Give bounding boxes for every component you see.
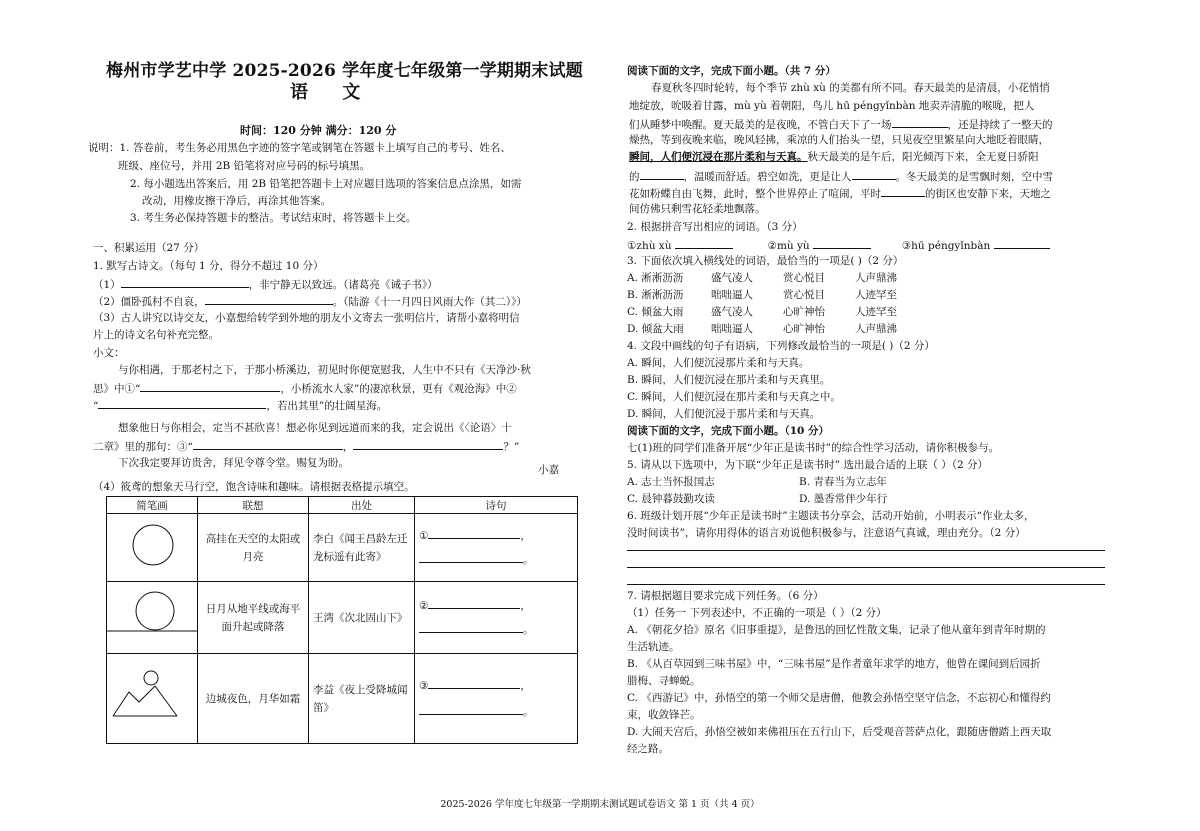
answer-blank[interactable] (353, 438, 503, 450)
option-row: C. 瞬间，人们便沉浸在那片柔和与天真之中。 (627, 391, 841, 403)
option-row: B. 淅淅沥沥 咄咄逼人 赏心悦目 人迹罕至 (627, 289, 897, 301)
mountain-moon-sketch-icon (107, 654, 197, 740)
association-cell: 边城夜色，月华如霜 (198, 654, 309, 744)
question-1-4: （4）筱鸢的想象天马行空，饱含诗味和趣味。请根据表格提示填空。 (93, 481, 415, 493)
association-cell: 日月从地平线或海平面升起或降落 (198, 582, 309, 654)
page-footer: 2025-2026 学年度七年级第一学期期末测试题试卷语文 第 1 页（共 4 页） (440, 799, 760, 810)
answer-blank[interactable] (98, 397, 266, 409)
reading-heading: 阅读下面的文字，完成下面小题。（10 分） (627, 425, 830, 437)
question-1-1: （1） ，非宁静无以致远。（诸葛亮《诫子书》） (93, 276, 438, 292)
question-7-1: （1）任务一 下列表述中，不正确的一项是（ ）（2 分） (627, 607, 887, 619)
poem-cell: ② ， 。 (415, 582, 578, 654)
option-row: A. 淅淅沥沥 盛气凌人 赏心悦目 人声鼎沸 (627, 272, 897, 284)
answer-line[interactable] (627, 584, 1105, 585)
letter-text: 思》中①“ ，小桥流水人家”的凄凉秋景，更有《观沧海》中② (93, 380, 517, 396)
sketch-cell (107, 582, 198, 654)
answer-blank[interactable] (140, 380, 280, 392)
option-line: 束，收敛锋芒。 (627, 709, 701, 721)
letter-greeting: 小文： (93, 347, 125, 359)
answer-blank[interactable] (193, 438, 343, 450)
answer-blank[interactable] (419, 551, 523, 563)
option-row: A. 瞬间，人们便沉浸那片柔和与天真。 (627, 357, 810, 369)
table-row (107, 654, 578, 744)
instruction-line: 2. 每小题选出答案后，用 2B 铅笔把答题卡上对应题目选项的答案信息点涂黑，如需 (130, 178, 522, 190)
answer-line[interactable] (627, 550, 1105, 551)
question-1-2: （2）僵卧孤村不自哀， 。（陆游《十一月四日风雨大作（其二）》） (93, 293, 527, 309)
passage-line: 燥热，等到夜晚来临，晚风轻拂，乘凉的人们抬头一望，只见夜空里繁星向大地眨着眼睛， (629, 134, 1049, 146)
question-6: 6. 班级计划开展“少年正是读书时”主题读书分享会，活动开始前，小明表示“作业太多， (627, 510, 1035, 522)
question-2-blanks: ①zhù xù ②mù yù ③hū péngyǐnbàn (627, 237, 1107, 253)
question-4: 4. 文段中画线的句子有语病，下列修改最恰当的一项是( )（2 分） (627, 340, 935, 352)
option-line: B. 《从百草园到三味书屋》中，“三味书屋”是作者童年求学的地方，他曾在课间到后园折 (627, 658, 1041, 670)
option-row: C. 倾盆大雨 盛气凌人 心旷神怡 人迹罕至 (627, 306, 897, 318)
sketch-cell (107, 514, 198, 582)
option-line: 腊梅、寻蝉蜕。 (627, 675, 701, 687)
passage-line: 地绽放，吮吸着甘露，mù yù 着朝阳，鸟儿 hū péngyǐnbàn 地卖弄清脆的喉咙，把人 (629, 100, 1035, 112)
option-row: D. 倾盆大雨 咄咄逼人 心旷神怡 人声鼎沸 (627, 323, 897, 335)
option-line: C. 《西游记》中，孙悟空的第一个师父是唐僧，他教会孙悟空坚守信念，不忘初心和懂得约 (627, 692, 1051, 704)
sketch-cell (107, 654, 198, 744)
option-line: 生活轨迹。 (627, 641, 680, 653)
question-5: 5. 请从以下选项中，为下联“少年正是读书时” 选出最合适的上联（ ）（2 分） (627, 459, 989, 471)
question-1-3-cont: 片上的诗文名句补充完整。 (93, 329, 219, 341)
table-header: 诗句 (415, 497, 578, 514)
source-cell: 李白《闻王昌龄左迁龙标遥有此寄》 (309, 514, 415, 582)
table-row (107, 582, 578, 654)
passage-line: 们从睡梦中唤醒。夏天最美的是夜晚，不管白天下了一场 ，还是持续了一整天的 (629, 116, 1053, 132)
letter-text: 二章》里的那句：③“ ， ？” (93, 438, 519, 454)
passage-line: 的 ，温暖而舒适。碧空如洗，更是让人 。冬天最美的是雪飘时刻，空中雪 (629, 168, 1053, 184)
option-line: 经之路。 (627, 743, 669, 755)
reading-heading: 阅读下面的文字，完成下面小题。（共 7 分） (627, 65, 836, 77)
activity-intro: 七(1)班的同学们准备开展“少年正是读书时”的综合性学习活动，请你积极参与。 (627, 442, 1000, 454)
answer-blank[interactable] (994, 237, 1050, 249)
instruction-line: 3. 考生务必保持答题卡的整洁。考试结束时，将答题卡上交。 (130, 212, 417, 224)
letter-signature: 小嘉 (538, 464, 559, 476)
passage-line: 间仿佛只剩雪花轻柔地飘落。 (629, 203, 766, 215)
answer-blank[interactable] (852, 168, 896, 180)
answer-blank[interactable] (892, 116, 948, 128)
source-cell: 李益《夜上受降城闻笛》 (309, 654, 415, 744)
option-line: A. 《朝花夕拾》原名《旧事重提》，是鲁迅的回忆性散文集，记录了他从童年到青年时期的 (627, 624, 1046, 636)
exam-title: 梅州市学艺中学 2025-2026 学年度七年级第一学期期末试题 (106, 61, 583, 81)
table-header: 联想 (198, 497, 309, 514)
circle-sketch-icon (107, 514, 197, 578)
question-6-cont: 没时间读书”，请你用得体的语言劝说他积极参与，注意语气真诚，理由充分。（2 分） (627, 527, 1026, 539)
table-row (107, 514, 578, 582)
answer-blank[interactable] (675, 237, 733, 249)
question-1-3: （3）古人讲究以诗交友，小嘉想给转学到外地的朋友小文寄去一张明信片，请帮小嘉将明信 (93, 312, 520, 324)
answer-blank[interactable] (428, 677, 520, 689)
answer-blank[interactable] (419, 703, 523, 715)
question-1: 1. 默写古诗文。（每句 1 分，得分不超过 10 分） (93, 260, 324, 272)
answer-blank[interactable] (881, 185, 925, 197)
question-7: 7. 请根据题目要求完成下列任务。（6 分） (627, 590, 824, 602)
answer-blank[interactable] (428, 597, 520, 609)
letter-text: 想象他日与你相会，定当不甚欣喜！想必你见到远道而来的我，定会说出《〈论语〉十 (118, 422, 512, 434)
option-row: B. 瞬间，人们便沉浸在那片柔和与天真里。 (627, 374, 831, 386)
answer-blank[interactable] (640, 168, 684, 180)
table-header: 简笔画 (107, 497, 198, 514)
letter-text: 下次我定要拜访贵舍，拜见令尊令堂。赐复为盼。 (118, 457, 349, 469)
subject-title: 语 文 (290, 82, 375, 103)
option-row: A. 志士当怀报国志 B. 青春当为立志年 (627, 476, 887, 488)
underlined-sentence: 瞬间，人们便沉浸在那片柔和与天真。 (629, 151, 808, 163)
sunrise-sketch-icon (107, 582, 197, 650)
poem-cell: ③ ， 。 (415, 654, 578, 744)
question-2: 2. 根据拼音写出相应的词语。（3 分） (627, 221, 803, 233)
option-row: D. 瞬间，人们便沉浸于那片柔和与天真。 (627, 408, 821, 420)
passage-line: 春夏秋冬四时轮转，每个季节 zhù xù 的美都有所不同。春天最美的是清晨，小花悄悄 (651, 82, 1050, 94)
option-row: C. 晨钟暮鼓勤攻读 D. 墨香常伴少年行 (627, 493, 888, 505)
poem-cell: ① ， 。 (415, 514, 578, 582)
letter-text: “ ，若出其里”的壮阔星海。 (93, 397, 387, 413)
question-3: 3. 下面依次填入横线处的词语，最恰当的一项是( )（2 分） (627, 255, 904, 267)
passage-line: 花如粉蝶自由飞舞，此时，整个世界停止了喧闹，平时 的街区也安静下来，天地之 (629, 185, 1051, 201)
letter-text: 与你相遇，于那老村之下，于那小桥溪边，初见时你便宽慰我，人生中不只有《天净沙·秋 (118, 364, 531, 376)
table-header: 出处 (309, 497, 415, 514)
poem-table (106, 496, 578, 744)
option-line: D. 大闹天宫后，孙悟空被如来佛祖压在五行山下，后受观音菩萨点化，跟随唐僧踏上西天取 (627, 726, 1052, 738)
answer-blank[interactable] (428, 527, 520, 539)
time-info: 时间：120 分钟 满分：120 分 (240, 124, 397, 137)
instruction-line: 班级、座位号，并用 2B 铅笔将对应号码的标号填黑。 (118, 160, 371, 172)
instruction-line: 改动，用橡皮擦干净后，再涂其他答案。 (142, 195, 331, 207)
association-cell: 高挂在天空的太阳或月亮 (198, 514, 309, 582)
answer-blank[interactable] (419, 621, 523, 633)
source-cell: 王湾《次北固山下》 (309, 582, 415, 654)
section-heading: 一、积累运用（27 分） (93, 242, 205, 254)
instruction-line: 说明：1. 答卷前，考生务必用黑色字迹的签字笔或钢笔在答题卡上填写自己的考号、姓名、 (88, 142, 511, 154)
answer-line[interactable] (627, 567, 1105, 568)
answer-blank[interactable] (121, 276, 249, 288)
answer-blank[interactable] (205, 293, 333, 305)
table-header-row (107, 497, 578, 514)
answer-blank[interactable] (813, 237, 871, 249)
passage-line: 瞬间，人们便沉浸在那片柔和与天真。秋天最美的是午后，阳光倾泻下来，全无夏日骄阳 (629, 151, 1039, 163)
